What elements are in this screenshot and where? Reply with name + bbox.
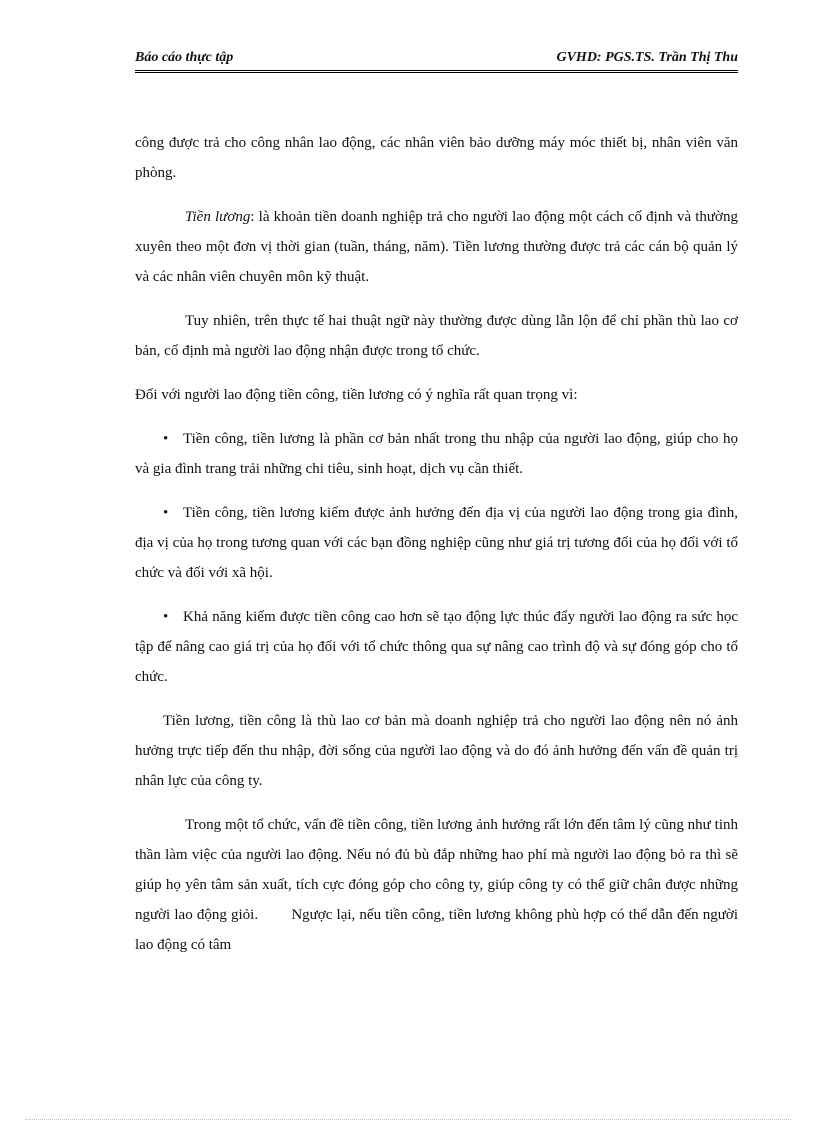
- paragraph-3: Tuy nhiên, trên thực tế hai thuật ngữ này thường được dùng lẫn lộn để chỉ phần thù lao cơ bản, cố định mà người lao động nhận được trong tổ chức.: [135, 313, 738, 359]
- paragraph-1: công được trả cho công nhân lao động, các nhân viên bảo dưỡng máy móc thiết bị, nhân viên văn phòng.: [135, 135, 738, 181]
- page-bottom-border: [25, 1119, 791, 1120]
- bullet-item-2: [135, 498, 738, 588]
- bullet-item-2-text: Tiền công, tiền lương kiếm được ảnh hưởng đến địa vị của người lao động trong gia đình, địa vị của họ trong tương quan với các bạn đồng nghiệp cũng như giá trị tương đối của họ đối với tổ chức và đối với xã hội.: [135, 505, 738, 581]
- paragraph-6: Trong một tổ chức, vấn đề tiền công, tiền lương ảnh hưởng rất lớn đến tâm lý cũng như tinh thần làm việc của người lao động. Nếu nó đủ bù đắp những hao phí mà người lao động bỏ ra thì sẽ giúp họ yên tâm sản xuất, tích cực đóng góp cho công ty, giúp công ty có thể giữ chân được những người lao động giỏi. Ngược lại, nếu tiền công, tiền lương không phù hợp có thể dẫn đến người lao động có tâm: [135, 817, 742, 953]
- header-report-title: Báo cáo thực tập: [135, 50, 234, 65]
- bullet-icon: •: [163, 609, 169, 625]
- bullet-item-1-text: Tiền công, tiền lương là phần cơ bản nhất trong thu nhập của người lao động, giúp cho họ và gia đình trang trải những chi tiêu, sinh hoạt, dịch vụ cần thiết.: [135, 431, 738, 477]
- term-tien-luong: Tiền lương: [185, 209, 251, 225]
- bullet-icon: •: [163, 505, 169, 521]
- bullet-item-3: [135, 602, 738, 692]
- page-header: [135, 48, 738, 73]
- bullet-item-1: [135, 424, 738, 484]
- header-supervisor: GVHD: PGS.TS. Trần Thị Thu: [556, 50, 738, 65]
- document-body: [135, 128, 742, 960]
- paragraph-2-text: : là khoản tiền doanh nghiệp trả cho người lao động một cách cố định và thường xuyên theo một đơn vị thời gian (tuần, tháng, năm). Tiền lương thường được trả các cán bộ quản lý và các nhân viên chuyên môn kỹ thuật.: [135, 209, 738, 285]
- paragraph-2: [135, 202, 738, 292]
- bullet-icon: •: [163, 431, 169, 447]
- paragraph-5: Tiền lương, tiền công là thù lao cơ bản mà doanh nghiệp trả cho người lao động nên nó ảnh hưởng trực tiếp đến thu nhập, đời sống của người lao động và do đó ảnh hưởng đến vấn đề quản trị nhân lực của công ty.: [135, 713, 738, 789]
- bullet-item-3-text: Khả năng kiếm được tiền công cao hơn sẽ tạo động lực thúc đẩy người lao động ra sức học tập để nâng cao giá trị của họ đối với tổ chức thông qua sự nâng cao trình độ và sự đóng góp cho tổ chức.: [135, 609, 738, 685]
- paragraph-4: Đối với người lao động tiền công, tiền lương có ý nghĩa rất quan trọng vì:: [135, 387, 578, 403]
